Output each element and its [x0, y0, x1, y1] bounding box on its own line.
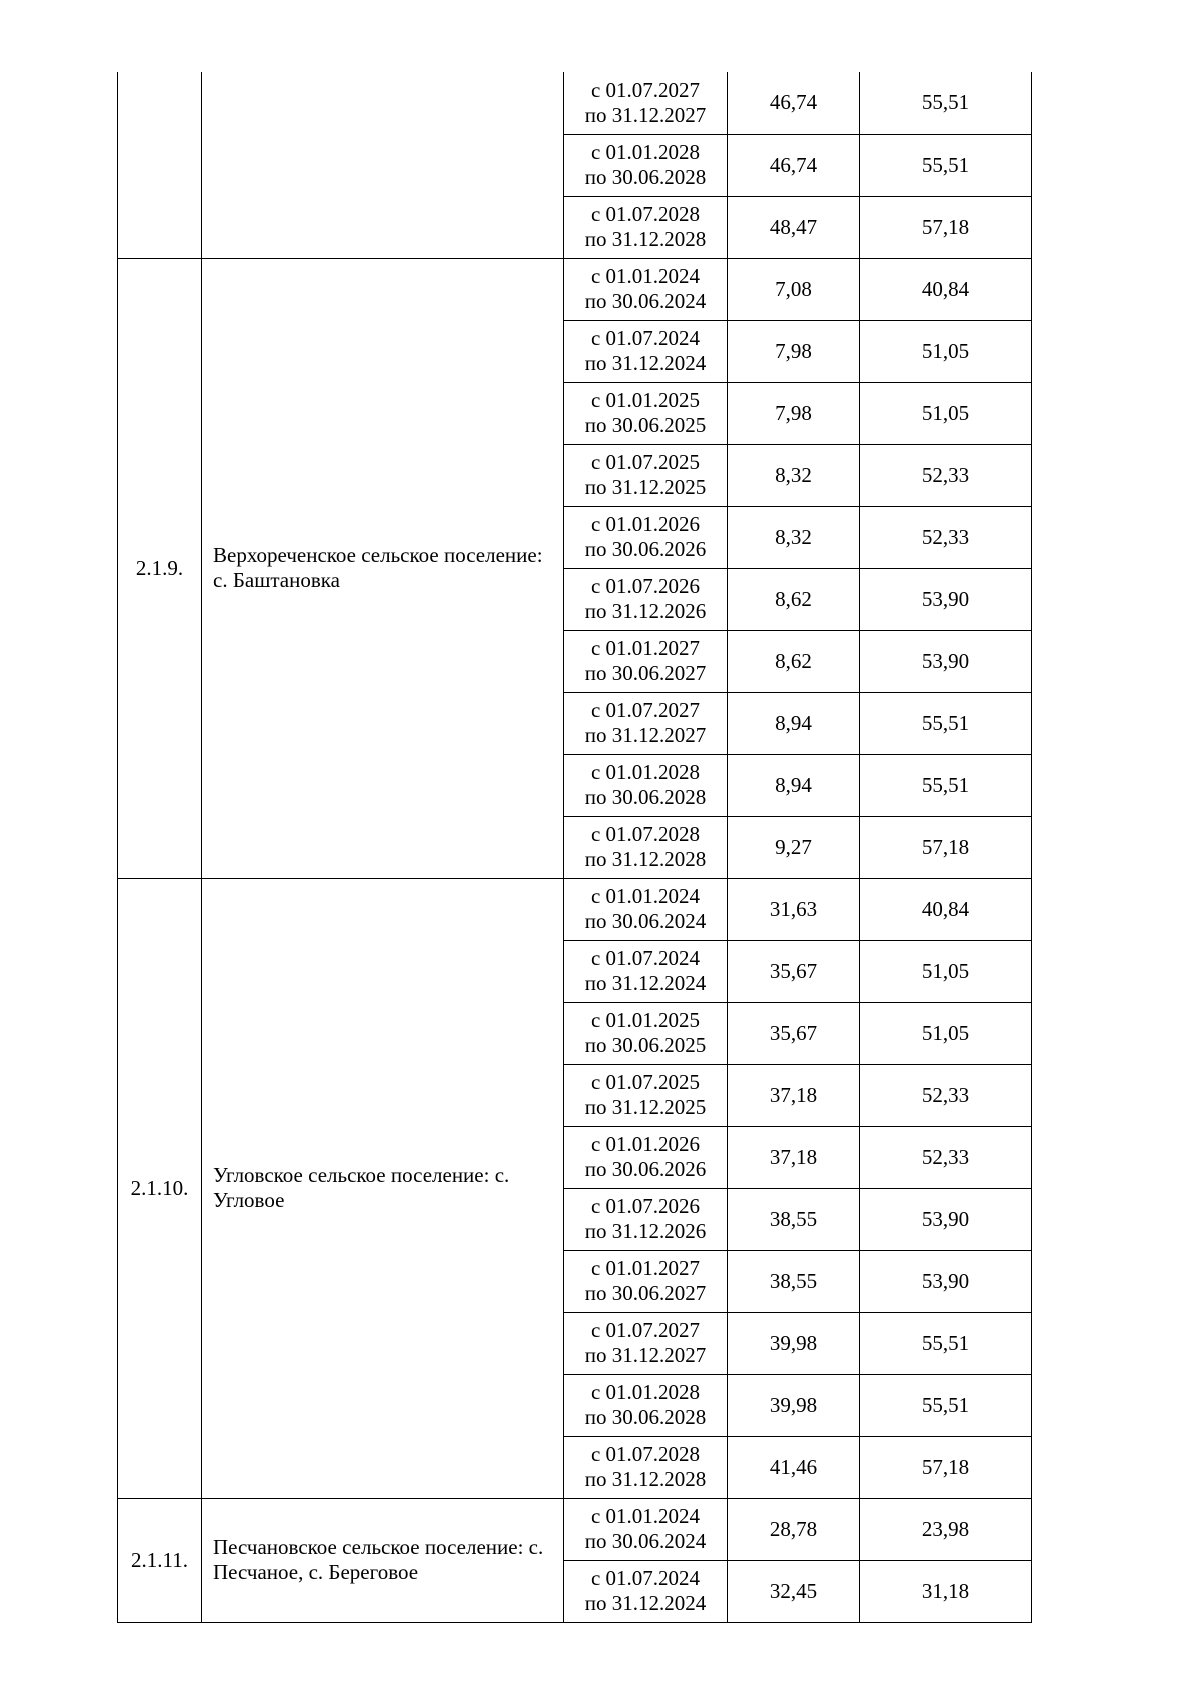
item-number-cell: 2.1.11. — [118, 1498, 202, 1622]
period-from: с 01.07.2026 — [590, 574, 701, 598]
period-from: с 01.07.2025 — [590, 450, 701, 474]
item-number-cell: 2.1.9. — [118, 258, 202, 878]
period-to: по 30.06.2027 — [584, 1281, 707, 1305]
settlement-name-cell: Верхореченское сельское поселение: с. Баштановка — [202, 258, 564, 878]
tariff-value-2-cell: 51,05 — [860, 320, 1032, 382]
period-cell — [564, 630, 728, 692]
period-from: с 01.01.2027 — [590, 636, 701, 660]
period-cell — [564, 940, 728, 1002]
tariff-value-1-cell: 46,74 — [728, 134, 860, 196]
period-cell — [564, 1002, 728, 1064]
period-to: по 31.12.2026 — [584, 1219, 707, 1243]
tariff-value-1-cell: 8,62 — [728, 568, 860, 630]
tariff-value-1-cell: 38,55 — [728, 1250, 860, 1312]
period-cell — [564, 134, 728, 196]
period-to: по 31.12.2026 — [584, 599, 707, 623]
period-from: с 01.07.2024 — [590, 946, 701, 970]
tariff-value-1-cell: 37,18 — [728, 1126, 860, 1188]
period-to: по 30.06.2026 — [584, 537, 707, 561]
period-to: по 30.06.2025 — [584, 413, 707, 437]
period-cell — [564, 568, 728, 630]
tariff-value-2-cell: 52,33 — [860, 1126, 1032, 1188]
tariff-value-2-cell: 55,51 — [860, 692, 1032, 754]
settlement-name-cell — [202, 72, 564, 258]
tariff-value-1-cell: 8,62 — [728, 630, 860, 692]
period-from: с 01.01.2024 — [590, 884, 701, 908]
period-to: по 31.12.2024 — [584, 971, 707, 995]
period-cell — [564, 692, 728, 754]
period-from: с 01.01.2027 — [590, 1256, 701, 1280]
period-cell — [564, 258, 728, 320]
table-row — [118, 258, 1032, 320]
period-cell — [564, 1126, 728, 1188]
period-from: с 01.01.2028 — [590, 1380, 701, 1404]
period-to: по 30.06.2027 — [584, 661, 707, 685]
period-from: с 01.01.2026 — [590, 512, 701, 536]
period-to: по 30.06.2026 — [584, 1157, 707, 1181]
tariff-value-2-cell: 31,18 — [860, 1560, 1032, 1622]
period-to: по 30.06.2024 — [584, 1529, 707, 1553]
tariff-value-2-cell: 57,18 — [860, 1436, 1032, 1498]
tariff-value-1-cell: 39,98 — [728, 1374, 860, 1436]
table-row — [118, 878, 1032, 940]
tariff-value-2-cell: 53,90 — [860, 568, 1032, 630]
tariff-value-2-cell: 55,51 — [860, 1374, 1032, 1436]
tariff-value-1-cell: 46,74 — [728, 72, 860, 134]
tariff-value-2-cell: 23,98 — [860, 1498, 1032, 1560]
period-from: с 01.07.2024 — [590, 1566, 701, 1590]
period-to: по 30.06.2028 — [584, 165, 707, 189]
period-from: с 01.01.2025 — [590, 1008, 701, 1032]
tariff-value-1-cell: 8,32 — [728, 506, 860, 568]
period-cell — [564, 1064, 728, 1126]
period-cell — [564, 1498, 728, 1560]
period-from: с 01.07.2027 — [590, 77, 701, 102]
period-from: с 01.01.2028 — [590, 140, 701, 164]
tariff-value-2-cell: 51,05 — [860, 940, 1032, 1002]
tariff-value-2-cell: 57,18 — [860, 196, 1032, 258]
tariff-value-2-cell: 52,33 — [860, 1064, 1032, 1126]
period-to: по 31.12.2027 — [584, 723, 707, 747]
period-from: с 01.07.2024 — [590, 326, 701, 350]
tariff-value-1-cell: 41,46 — [728, 1436, 860, 1498]
tariff-value-1-cell: 31,63 — [728, 878, 860, 940]
tariff-value-2-cell: 40,84 — [860, 878, 1032, 940]
tariff-value-1-cell: 35,67 — [728, 940, 860, 1002]
period-cell — [564, 444, 728, 506]
tariff-value-2-cell: 40,84 — [860, 258, 1032, 320]
tariff-value-1-cell: 39,98 — [728, 1312, 860, 1374]
tariff-value-1-cell: 7,08 — [728, 258, 860, 320]
period-cell — [564, 754, 728, 816]
tariff-value-1-cell: 9,27 — [728, 816, 860, 878]
tariff-value-1-cell: 7,98 — [728, 382, 860, 444]
period-from: с 01.01.2024 — [590, 1504, 701, 1528]
settlement-name-cell: Угловское сельское поселение: с. Угловое — [202, 878, 564, 1498]
period-cell — [564, 72, 728, 134]
period-cell — [564, 320, 728, 382]
tariff-value-1-cell: 35,67 — [728, 1002, 860, 1064]
item-number-cell: 2.1.10. — [118, 878, 202, 1498]
tariff-value-1-cell: 8,94 — [728, 692, 860, 754]
period-to: по 30.06.2024 — [584, 289, 707, 313]
tariff-value-1-cell: 28,78 — [728, 1498, 860, 1560]
period-to: по 31.12.2028 — [584, 1467, 707, 1491]
tariff-value-2-cell: 53,90 — [860, 1188, 1032, 1250]
period-cell — [564, 382, 728, 444]
period-to: по 31.12.2024 — [584, 1591, 707, 1615]
tariff-value-1-cell: 32,45 — [728, 1560, 860, 1622]
period-from: с 01.07.2028 — [590, 822, 701, 846]
period-cell — [564, 506, 728, 568]
tariff-value-1-cell: 38,55 — [728, 1188, 860, 1250]
period-to: по 30.06.2028 — [584, 785, 707, 809]
tariff-value-2-cell: 55,51 — [860, 1312, 1032, 1374]
tariff-value-1-cell: 8,32 — [728, 444, 860, 506]
period-to: по 30.06.2024 — [584, 909, 707, 933]
period-to: по 30.06.2028 — [584, 1405, 707, 1429]
period-from: с 01.01.2024 — [590, 264, 701, 288]
tariff-value-2-cell: 53,90 — [860, 630, 1032, 692]
period-to: по 30.06.2025 — [584, 1033, 707, 1057]
tariff-value-1-cell: 37,18 — [728, 1064, 860, 1126]
tariff-value-1-cell: 8,94 — [728, 754, 860, 816]
period-from: с 01.07.2026 — [590, 1194, 701, 1218]
table-row — [118, 1498, 1032, 1560]
table-row — [118, 72, 1032, 134]
item-number-cell — [118, 72, 202, 258]
period-to: по 31.12.2025 — [584, 1095, 707, 1119]
period-cell — [564, 1188, 728, 1250]
tariff-value-2-cell: 51,05 — [860, 382, 1032, 444]
period-to: по 31.12.2027 — [584, 1343, 707, 1367]
period-cell — [564, 816, 728, 878]
period-cell — [564, 878, 728, 940]
period-from: с 01.01.2026 — [590, 1132, 701, 1156]
period-cell — [564, 1312, 728, 1374]
period-to: по 31.12.2028 — [584, 847, 707, 871]
period-cell — [564, 1560, 728, 1622]
period-from: с 01.07.2028 — [590, 202, 701, 226]
tariff-table-body — [118, 72, 1032, 1622]
tariff-value-2-cell: 52,33 — [860, 444, 1032, 506]
tariff-value-2-cell: 53,90 — [860, 1250, 1032, 1312]
period-from: с 01.01.2025 — [590, 388, 701, 412]
period-cell — [564, 1374, 728, 1436]
tariff-value-2-cell: 52,33 — [860, 506, 1032, 568]
tariff-value-2-cell: 55,51 — [860, 72, 1032, 134]
tariff-value-1-cell: 48,47 — [728, 196, 860, 258]
period-to: по 31.12.2024 — [584, 351, 707, 375]
tariff-value-2-cell: 55,51 — [860, 134, 1032, 196]
period-to: по 31.12.2027 — [584, 102, 707, 127]
period-cell — [564, 1436, 728, 1498]
period-from: с 01.07.2025 — [590, 1070, 701, 1094]
period-to: по 31.12.2025 — [584, 475, 707, 499]
period-from: с 01.01.2028 — [590, 760, 701, 784]
period-from: с 01.07.2028 — [590, 1442, 701, 1466]
tariff-value-2-cell: 57,18 — [860, 816, 1032, 878]
tariff-value-2-cell: 51,05 — [860, 1002, 1032, 1064]
tariff-table — [117, 72, 1032, 1623]
period-from: с 01.07.2027 — [590, 698, 701, 722]
tariff-value-1-cell: 7,98 — [728, 320, 860, 382]
tariff-value-2-cell: 55,51 — [860, 754, 1032, 816]
period-from: с 01.07.2027 — [590, 1318, 701, 1342]
settlement-name-cell: Песчановское сельское поселение: с. Песчаное, с. Береговое — [202, 1498, 564, 1622]
period-cell — [564, 196, 728, 258]
period-to: по 31.12.2028 — [584, 227, 707, 251]
period-cell — [564, 1250, 728, 1312]
